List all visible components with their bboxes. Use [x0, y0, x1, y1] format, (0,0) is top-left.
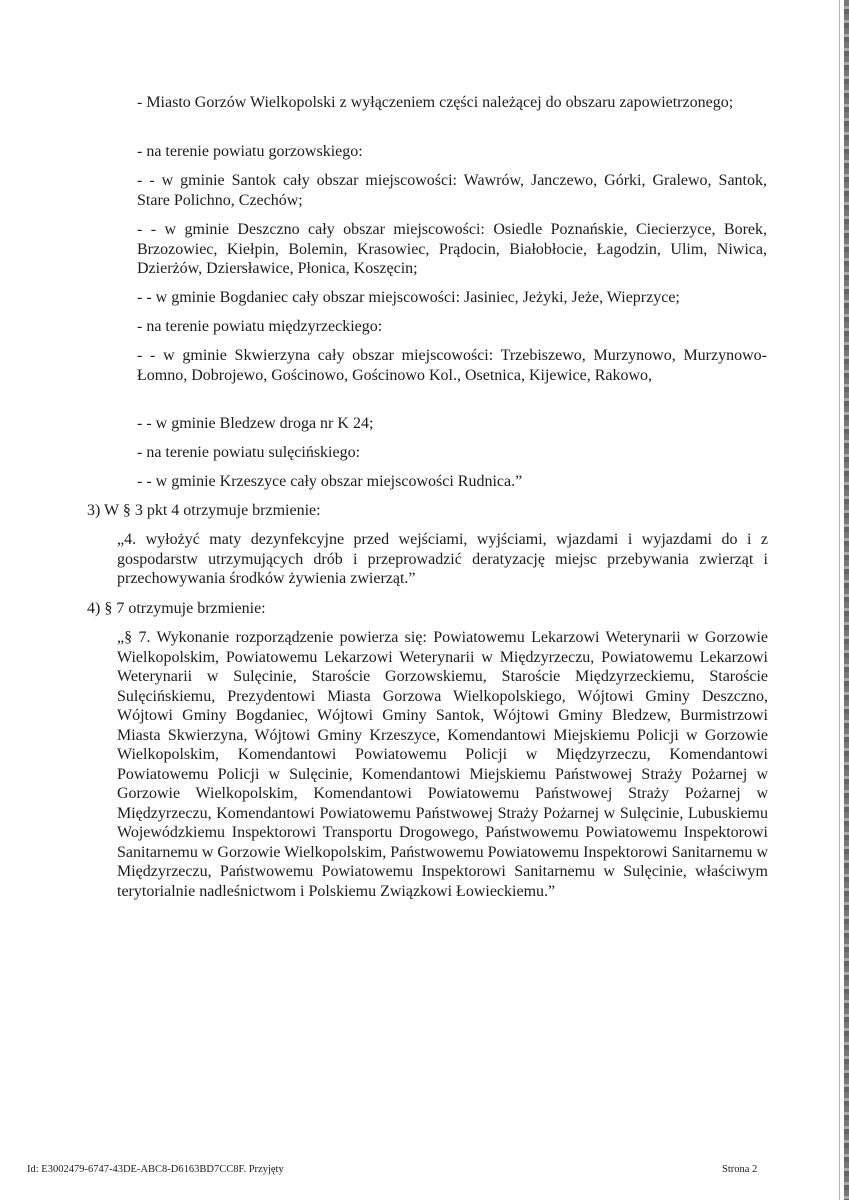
point-3-text: „4. wyłożyć maty dezynfekcyjne przed wejściami, wyjściami, wjazdami i wyjazdami do i z gospodarstw utrzymujących drób i przeprowadzić deratyzację miejsc przebywania zwierząt i przechowywania środków żywienia zwierząt.” [117, 531, 768, 587]
list-item-gmina-skwierzyna: - - w gminie Skwierzyna cały obszar miejscowości: Trzebiszewo, Murzynowo, Murzynowo-Łomno, Dobrojewo, Gościnowo, Gościnowo Kol., Osetnica, Kijewice, Rakowo, [137, 347, 767, 384]
list-item-powiat-sulecinski: - na terenie powiatu sulęcińskiego: [137, 444, 361, 461]
point-4-heading: 4) § 7 otrzymuje brzmienie: [87, 600, 266, 617]
document-id: Id: E3002479-6747-43DE-ABC8-D6163BD7CC8F. Przyjęty [27, 1164, 284, 1175]
list-item-powiat-miedzyrzecki: - na terenie powiatu międzyrzeckiego: [137, 318, 383, 335]
scan-edge-line [839, 0, 840, 1200]
list-item-gmina-bledzew: - - w gminie Bledzew droga nr K 24; [137, 415, 374, 432]
page-number: Strona 2 [722, 1164, 758, 1175]
point-4-text: „§ 7. Wykonanie rozporządzenie powierza się: Powiatowemu Lekarzowi Weterynarii w Gorzowie Wielkopolskim, Powiatowemu Lekarzowi Weterynarii w Międzyrzeczu, Powiatowemu Lekarzowi Weterynarii w Sulęcinie, Staroście Gorzowskiemu, Staroście Międzyrzeckiemu, Staroście Sulęcińskiemu, Prezydentowi Miasta Gorzowa Wielkopolskiego, Wójtowi Gminy Deszczno, Wójtowi Gminy Bogdaniec, Wójtowi Gminy Santok, Wójtowi Gminy Bledzew, Burmistrzowi Miasta Skwierzyna, Wójtowi Gminy Krzeszyce, Komendantowi Miejskiemu Policji w Gorzowie Wielkopolskim, Komendantowi Powiatowemu Policji w Międzyrzeczu, Komendantowi Powiatowemu Policji w Sulęcinie, Komendantowi Miejskiemu Państwowej Straży Pożarnej w Gorzowie Wielkopolskim, Komendantowi Powiatowemu Państwowej Straży Pożarnej w Międzyrzeczu, Komendantowi Powiatowemu Państwowej Straży Pożarnej w Sulęcinie, Lubuskiemu Wojewódzkiemu Inspektorowi Transportu Drogowego, Państwowemu Powiatowemu Inspektorowi Sanitarnemu w Gorzowie Wielkopolskim, Państwowemu Powiatowemu Inspektorowi Sanitarnemu w Międzyrzeczu, Państwowemu Powiatowemu Inspektorowi Sanitarnemu w Sulęcinie, właściwym terytorialnie nadleśnictwom i Polskiemu Związkowi Łowieckiemu.” [117, 629, 768, 900]
list-item-powiat-gorzowski: - na terenie powiatu gorzowskiego: [137, 143, 363, 160]
scan-edge [844, 0, 849, 1200]
point-3-heading: 3) W § 3 pkt 4 otrzymuje brzmienie: [87, 502, 321, 519]
list-item-gmina-deszczno: - - w gminie Deszczno cały obszar miejscowości: Osiedle Poznańskie, Ciecierzyce, Borek, Brzozowiec, Kiełpin, Bolemin, Krasowiec, Prądocin, Białobłocie, Łagodzin, Ulim, Niwica, Dzierżów, Dziersławice, Płonica, Koszęcin; [137, 221, 767, 277]
list-item-gmina-krzeszyce: - - w gminie Krzeszyce cały obszar miejscowości Rudnica.” [137, 473, 523, 490]
list-item-gmina-bogdaniec: - - w gminie Bogdaniec cały obszar miejscowości: Jasiniec, Jeżyki, Jeże, Wieprzyce; [137, 289, 680, 306]
list-item-gorzow: - Miasto Gorzów Wielkopolski z wyłączeniem części należącej do obszaru zapowietrzonego; [137, 94, 734, 111]
list-item-gmina-santok: - - w gminie Santok cały obszar miejscowości: Wawrów, Janczewo, Górki, Gralewo, Santok, Stare Polichno, Czechów; [137, 172, 767, 209]
